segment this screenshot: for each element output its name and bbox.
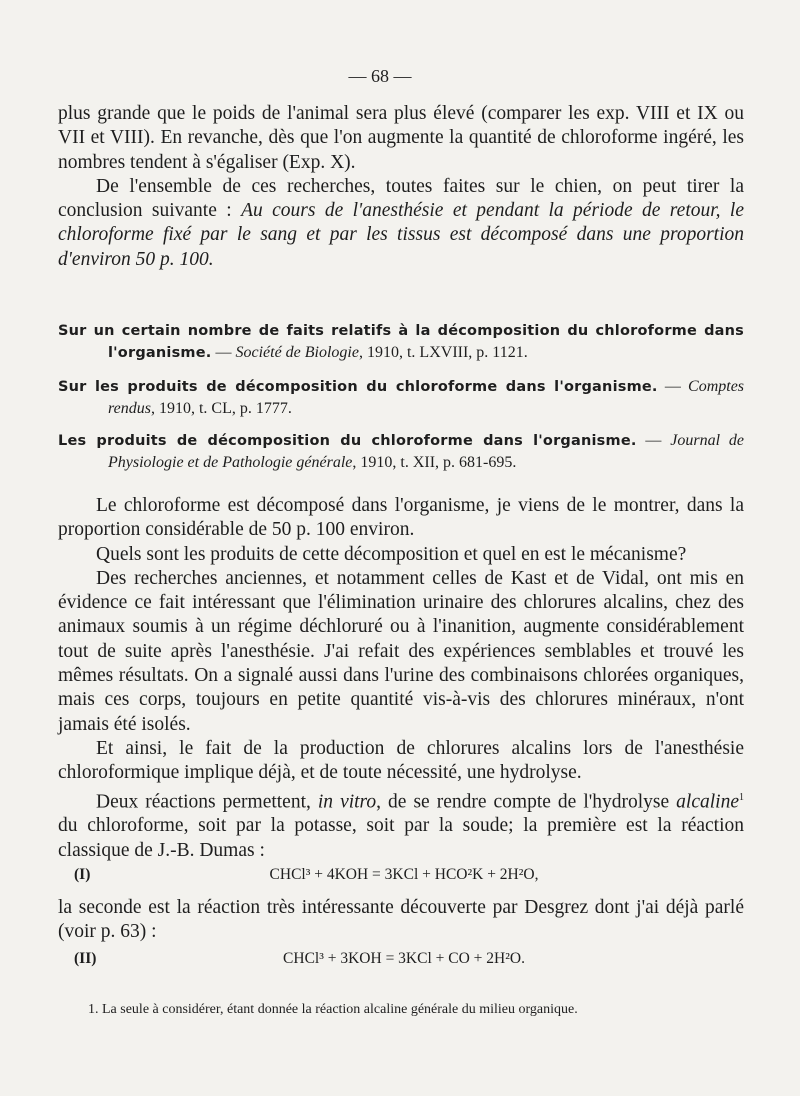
p5-text-b: , de se rendre compte de l'hydrolyse	[376, 791, 677, 813]
paragraph-2: Quels sont les produits de cette décomposition et quel en est le mécanisme?	[96, 543, 687, 565]
reference-title: Sur un certain nombre de faits relatifs à la décomposition du chloroforme dans l'organisme.	[58, 323, 744, 361]
conclusion-italic: Au cours de l'anesthésie et pendant la période de retour, le chloroforme fixé par le sang et par les tissus est décomposé dans une proportion d'environ 50 p. 100.	[58, 200, 745, 270]
reference-journal: Comptes rendus	[108, 378, 745, 417]
paragraph-3: Des recherches anciennes, et notamment celles de Kast et de Vidal, ont mis en évidence ce fait intéressant que l'élimination urinaire des chlorures alcalins, chez des animaux soumis à un régime déchloruré ou à l'inanition, augmente considérablement tout de suite après l'anesthésie. J'ai refait des expériences semblables et trouvé les mêmes résultats. On a signalé aussi dans l'urine des combinaisons chlorées organiques, mais ces corps, toujours en petite quantité vis-à-vis des chlorures minéraux, n'ont jamais été isolés.	[58, 567, 744, 735]
intro-section	[58, 102, 744, 272]
equation-formula: CHCl³ + 4KOH = 3KCl + HCO²K + 2H²O,	[269, 866, 539, 883]
p5-text-c: du chloroforme, soit par la potasse, soit par la soude; la première est la réaction classique de J.-B. Dumas :	[58, 815, 744, 861]
reference-details: , 1910, t. LXVIII, p. 1121.	[358, 344, 528, 361]
p5-alcaline: alcaline	[676, 791, 739, 813]
reference-title: Les produits de décomposition du chloroforme dans l'organisme.	[58, 433, 637, 449]
reference-journal: Société de Biologie	[235, 344, 359, 361]
conclusion-lead: De l'ensemble de ces recherches, toutes faites sur le chien, on peut tirer la conclusion suivante :	[58, 175, 744, 222]
paragraph-4: Et ainsi, le fait de la production de chlorures alcalins lors de l'anesthésie chloroformique implique déjà, et de toute nécessité, une hydrolyse.	[58, 737, 744, 784]
reference-dash: —	[211, 344, 236, 361]
paragraph-6: la seconde est la réaction très intéressante découverte par Desgrez dont j'ai déjà parlé (voir p. 63) :	[58, 897, 744, 943]
reference-3	[58, 430, 744, 474]
p5-text-a: Deux réactions permettent,	[96, 791, 318, 813]
paragraph-conclusion	[58, 175, 744, 272]
paragraph-5	[58, 786, 744, 863]
paragraph-1: Le chloroforme est décomposé dans l'organisme, je viens de le montrer, dans la proportion considérable de 50 p. 100 environ.	[58, 495, 744, 541]
reference-dash: —	[657, 378, 689, 395]
reference-2	[58, 376, 744, 420]
reference-title: Sur les produits de décomposition du chloroforme dans l'organisme.	[58, 379, 658, 395]
reference-details: , 1910, t. CL, p. 1777.	[150, 400, 292, 417]
reference-details: , 1910, t. XII, p. 681-695.	[352, 454, 517, 471]
reference-journal: Journal de Physiologie et de Pathologie générale	[108, 432, 744, 471]
p5-in-vitro: in vitro	[317, 791, 377, 813]
paragraph-6-section	[58, 896, 744, 945]
equation-formula: CHCl³ + 3KOH = 3KCl + CO + 2H²O.	[283, 950, 525, 967]
equation-label: (I)	[74, 866, 91, 883]
paragraph-continuation: plus grande que le poids de l'animal sera plus élevé (comparer les exp. VIII et IX ou VII et VIII). En revanche, dès que l'on augmente la quantité de chloroforme ingéré, les nombres tendent à s'égaliser (Exp. X).	[58, 103, 744, 173]
reference-1	[58, 320, 744, 364]
reference-dash: —	[636, 432, 671, 449]
page-number: — 68 —	[348, 66, 412, 86]
main-section	[58, 494, 744, 863]
footnote-marker: 1	[739, 791, 744, 803]
footnote: 1. La seule à considérer, étant donnée la réaction alcaline générale du milieu organique.	[88, 1002, 578, 1017]
equation-label: (II)	[74, 950, 97, 967]
